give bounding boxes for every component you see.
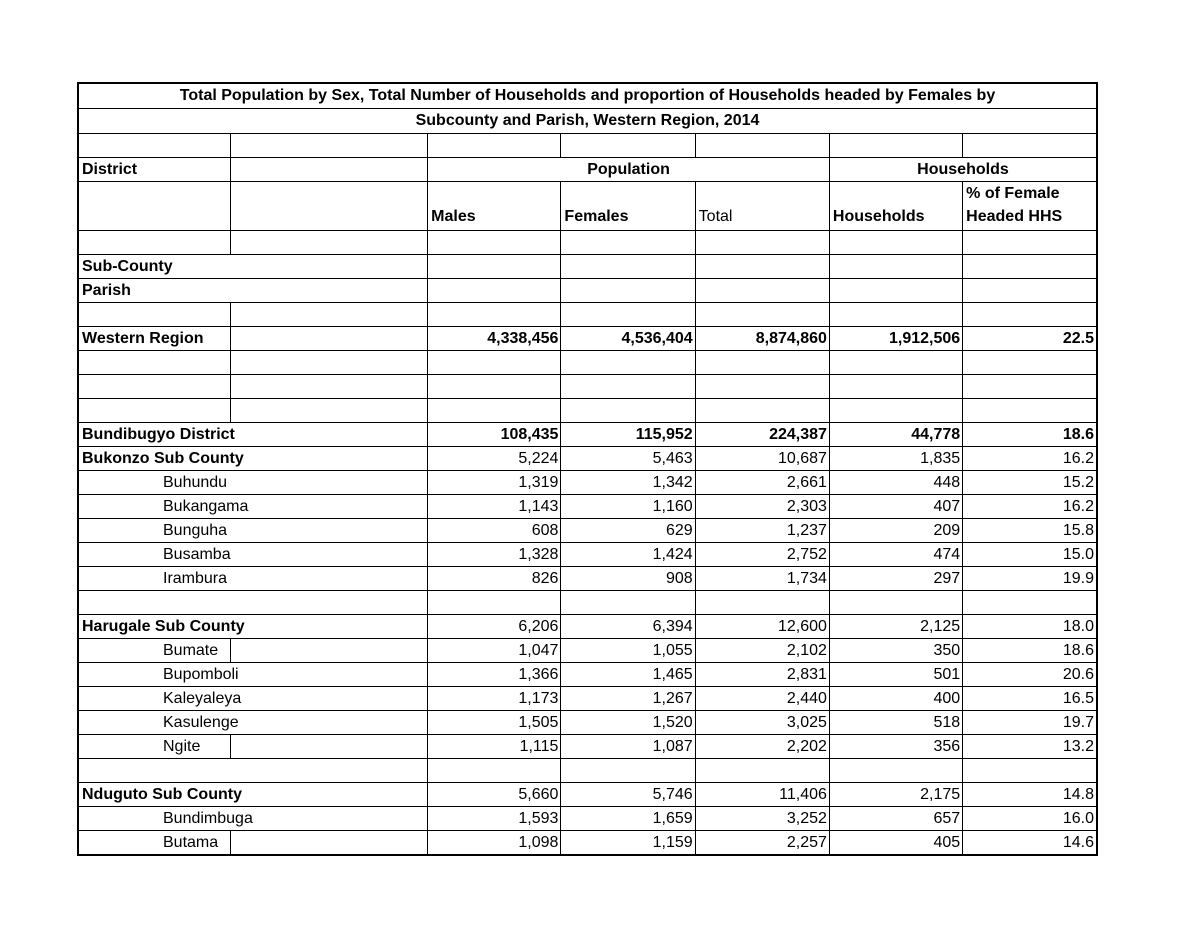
row-name: Bundimbuga	[78, 807, 428, 831]
cell-females: 1,267	[561, 687, 695, 711]
table-row	[78, 831, 1097, 856]
cell-total: 2,257	[695, 831, 829, 856]
row-name: Butama	[78, 831, 230, 856]
row-name: Bukangama	[78, 495, 428, 519]
cell-pct: 19.7	[963, 711, 1097, 735]
table-row	[78, 495, 1097, 519]
cell-pct: 18.6	[963, 639, 1097, 663]
cell-households: 501	[829, 663, 962, 687]
cell-pct: 18.6	[963, 423, 1097, 447]
table-row	[78, 447, 1097, 471]
cell-total: 224,387	[695, 423, 829, 447]
header-pct-female: % of Female Headed HHS	[963, 182, 1097, 231]
cell-households: 350	[829, 639, 962, 663]
cell-households: 2,175	[829, 783, 962, 807]
cell-total: 2,202	[695, 735, 829, 759]
cell-households: 356	[829, 735, 962, 759]
header-households: Households	[829, 182, 962, 231]
cell-households: 297	[829, 567, 962, 591]
cell-total: 1,237	[695, 519, 829, 543]
cell-households: 209	[829, 519, 962, 543]
table-title-line2: Subcounty and Parish, Western Region, 2014	[78, 109, 1097, 134]
header-parish: Parish	[78, 279, 428, 303]
cell-households: 405	[829, 831, 962, 856]
cell-total: 2,661	[695, 471, 829, 495]
header-district: District	[78, 158, 230, 182]
cell-pct: 16.2	[963, 495, 1097, 519]
cell-households: 474	[829, 543, 962, 567]
region-total: 8,874,860	[695, 327, 829, 351]
table-row	[78, 423, 1097, 447]
cell-males: 5,660	[428, 783, 561, 807]
cell-females: 1,659	[561, 807, 695, 831]
header-males: Males	[428, 182, 561, 231]
cell-total: 2,752	[695, 543, 829, 567]
cell-households: 657	[829, 807, 962, 831]
cell-pct: 15.2	[963, 471, 1097, 495]
table-row	[78, 543, 1097, 567]
cell-males: 1,143	[428, 495, 561, 519]
cell-pct: 16.0	[963, 807, 1097, 831]
cell-pct: 14.6	[963, 831, 1097, 856]
cell-males: 1,047	[428, 639, 561, 663]
cell-males: 1,319	[428, 471, 561, 495]
cell-pct: 16.5	[963, 687, 1097, 711]
cell-males: 826	[428, 567, 561, 591]
cell-females: 5,463	[561, 447, 695, 471]
table-row	[78, 663, 1097, 687]
cell-pct: 20.6	[963, 663, 1097, 687]
cell-total: 1,734	[695, 567, 829, 591]
cell-females: 1,055	[561, 639, 695, 663]
table-row	[78, 639, 1097, 663]
row-name: Bupomboli	[78, 663, 428, 687]
cell-females: 1,342	[561, 471, 695, 495]
cell-males: 108,435	[428, 423, 561, 447]
cell-total: 3,025	[695, 711, 829, 735]
cell-total: 2,831	[695, 663, 829, 687]
cell-females: 1,159	[561, 831, 695, 856]
row-name: Buhundu	[78, 471, 428, 495]
cell-pct: 14.8	[963, 783, 1097, 807]
table-row	[78, 783, 1097, 807]
cell-pct: 13.2	[963, 735, 1097, 759]
row-name: Irambura	[78, 567, 428, 591]
cell-households: 518	[829, 711, 962, 735]
row-name: Nduguto Sub County	[78, 783, 428, 807]
cell-total: 12,600	[695, 615, 829, 639]
cell-pct: 19.9	[963, 567, 1097, 591]
row-name: Bumate	[78, 639, 230, 663]
cell-pct: 16.2	[963, 447, 1097, 471]
header-households-group: Households	[829, 158, 1097, 182]
region-name: Western Region	[78, 327, 230, 351]
cell-households: 407	[829, 495, 962, 519]
cell-males: 5,224	[428, 447, 561, 471]
cell-males: 1,328	[428, 543, 561, 567]
table-row	[78, 471, 1097, 495]
row-name: Bunguha	[78, 519, 428, 543]
row-name: Harugale Sub County	[78, 615, 428, 639]
cell-females: 1,424	[561, 543, 695, 567]
cell-females: 1,160	[561, 495, 695, 519]
cell-total: 2,303	[695, 495, 829, 519]
region-pct: 22.5	[963, 327, 1097, 351]
cell-males: 1,173	[428, 687, 561, 711]
cell-households: 44,778	[829, 423, 962, 447]
cell-females: 908	[561, 567, 695, 591]
cell-total: 2,102	[695, 639, 829, 663]
cell-males: 1,593	[428, 807, 561, 831]
cell-females: 1,520	[561, 711, 695, 735]
cell-males: 608	[428, 519, 561, 543]
cell-total: 3,252	[695, 807, 829, 831]
table-row	[78, 807, 1097, 831]
cell-females: 5,746	[561, 783, 695, 807]
cell-households: 448	[829, 471, 962, 495]
region-households: 1,912,506	[829, 327, 962, 351]
row-name: Ngite	[78, 735, 230, 759]
cell-total: 11,406	[695, 783, 829, 807]
population-table	[77, 82, 1098, 856]
cell-total: 10,687	[695, 447, 829, 471]
table-row	[78, 327, 1097, 351]
region-females: 4,536,404	[561, 327, 695, 351]
cell-households: 400	[829, 687, 962, 711]
cell-males: 1,098	[428, 831, 561, 856]
cell-females: 115,952	[561, 423, 695, 447]
cell-males: 1,366	[428, 663, 561, 687]
header-total: Total	[695, 182, 829, 231]
cell-males: 1,115	[428, 735, 561, 759]
table-title-line1: Total Population by Sex, Total Number of Households and proportion of Households headed by Females by	[78, 83, 1097, 109]
cell-females: 1,465	[561, 663, 695, 687]
row-name: Bundibugyo District	[78, 423, 428, 447]
cell-females: 1,087	[561, 735, 695, 759]
cell-females: 629	[561, 519, 695, 543]
row-name: Kaleyaleya	[78, 687, 428, 711]
table-row	[78, 567, 1097, 591]
cell-total: 2,440	[695, 687, 829, 711]
header-population: Population	[428, 158, 830, 182]
header-sub-county: Sub-County	[78, 255, 428, 279]
table-row	[78, 687, 1097, 711]
cell-males: 6,206	[428, 615, 561, 639]
cell-households: 2,125	[829, 615, 962, 639]
table-row	[78, 519, 1097, 543]
region-males: 4,338,456	[428, 327, 561, 351]
table-row	[78, 735, 1097, 759]
cell-pct: 15.0	[963, 543, 1097, 567]
cell-pct: 18.0	[963, 615, 1097, 639]
header-females: Females	[561, 182, 695, 231]
row-name: Kasulenge	[78, 711, 428, 735]
row-name: Busamba	[78, 543, 428, 567]
cell-females: 6,394	[561, 615, 695, 639]
cell-pct: 15.8	[963, 519, 1097, 543]
table-row	[78, 615, 1097, 639]
row-name: Bukonzo Sub County	[78, 447, 428, 471]
cell-households: 1,835	[829, 447, 962, 471]
cell-males: 1,505	[428, 711, 561, 735]
table-row	[78, 711, 1097, 735]
